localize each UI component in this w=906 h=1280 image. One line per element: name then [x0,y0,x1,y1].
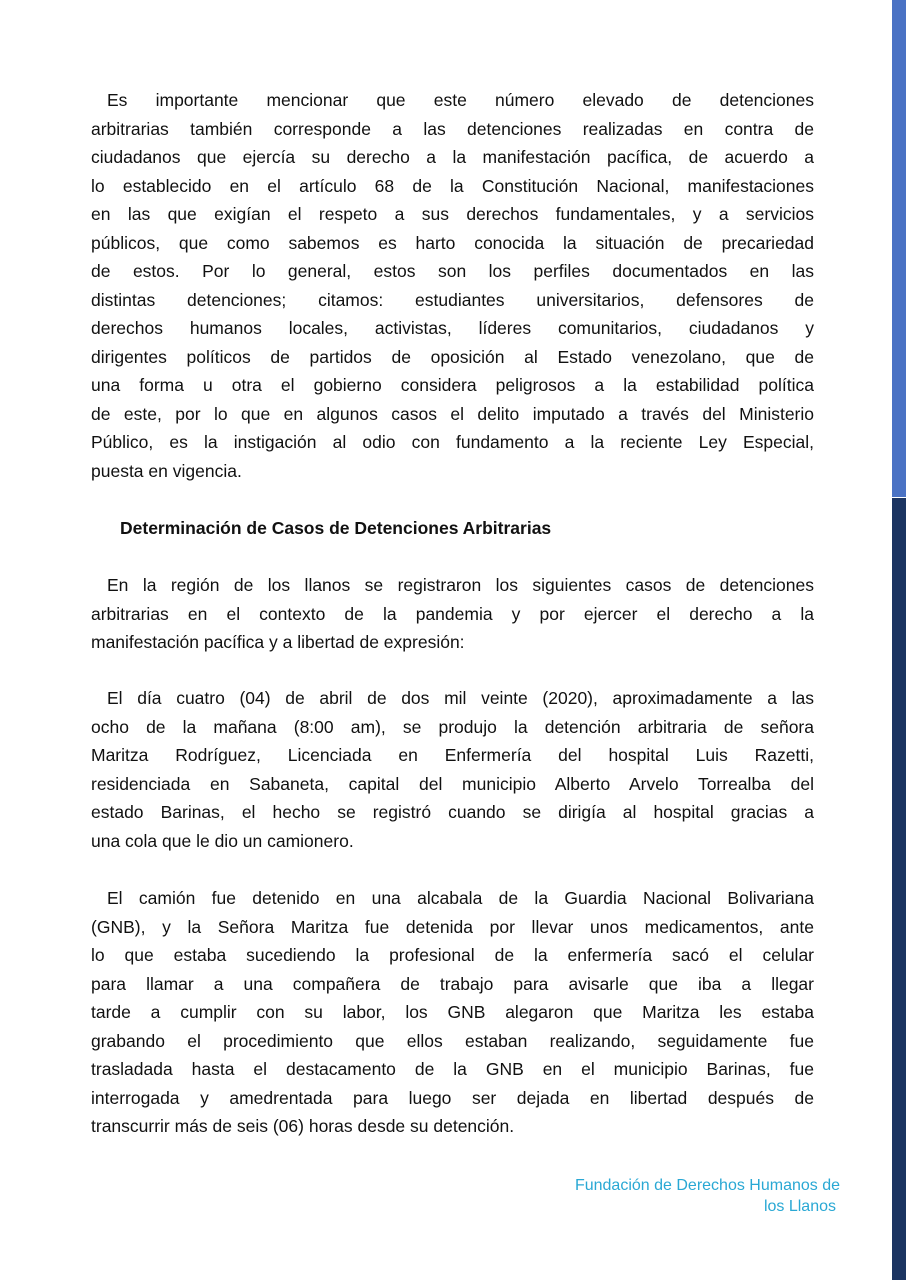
text-line: manifestación pacífica y a libertad de expresión: [91,632,465,652]
text-line: en las que exigían el respeto a sus derechos fundamentales, y a servicios [91,204,814,224]
paragraph-region-intro [91,571,814,657]
paragraph-case-date [91,684,814,855]
text-line: El camión fue detenido en una alcabala de la Guardia Nacional Bolivariana [107,888,814,908]
text-line: tarde a cumplir con su labor, los GNB alegaron que Maritza les estaba [91,1002,814,1022]
text-line: Maritza Rodríguez, Licenciada en Enfermería del hospital Luis Razetti, [91,745,814,765]
text-line: lo establecido en el artículo 68 de la Constitución Nacional, manifestaciones [91,175,814,196]
text-line: En la región de los llanos se registraron los siguientes casos de detenciones [107,575,814,595]
text-line: estado Barinas, el hecho se registró cuando se dirigía al hospital gracias a [91,802,814,822]
footer-organization [575,1175,840,1217]
text-line: lo que estaba sucediendo la profesional de la enfermería sacó el celular [91,945,814,965]
text-line: Público, es la instigación al odio con fundamento a la reciente Ley Especial, [91,432,814,452]
text-line: Es importante mencionar que este número elevado de detenciones [107,90,814,110]
footer-line-1: Fundación de Derechos Humanos de [574,1177,840,1194]
section-heading: Determinación de Casos de Detenciones Arbitrarias [120,518,552,538]
text-line: ocho de la mañana (8:00 am), se produjo la detención arbitraria de señora [91,716,814,737]
text-line: derechos humanos locales, activistas, líderes comunitarios, ciudadanos y [91,318,814,338]
text-line: de estos. Por lo general, estos son los perfiles documentados en las [91,261,814,281]
text-line: grabando el procedimiento que ellos estaban realizando, seguidamente fue [91,1030,814,1051]
text-line: puesta en vigencia. [91,460,242,481]
text-line: (GNB), y la Señora Maritza fue detenida por llevar unos medicamentos, ante [91,916,814,937]
text-line: trasladada hasta el destacamento de la GNB en el municipio Barinas, fue [91,1059,814,1079]
text-line: arbitrarias en el contexto de la pandemia y por ejercer el derecho a la [91,603,814,624]
paragraph-case-details [91,884,814,1141]
text-line: dirigentes políticos de partidos de oposición al Estado venezolano, que de [91,346,814,367]
text-line: arbitrarias también corresponde a las detenciones realizadas en contra de [91,118,814,139]
text-line: de este, por lo que en algunos casos el delito imputado a través del Ministerio [91,403,814,424]
decorative-side-bar-top [892,0,906,497]
text-line: ciudadanos que ejercía su derecho a la manifestación pacífica, de acuerdo a [91,147,814,167]
text-line: El día cuatro (04) de abril de dos mil veinte (2020), aproximadamente a las [107,688,814,708]
text-line: transcurrir más de seis (06) horas desde su detención. [91,1116,515,1136]
text-line: para llamar a una compañera de trabajo para avisarle que iba a llegar [91,973,814,994]
decorative-side-bar-bottom [892,498,906,1280]
text-line: una forma u otra el gobierno considera peligrosos a la estabilidad política [91,375,814,395]
text-line: públicos, que como sabemos es harto conocida la situación de precariedad [91,232,814,253]
paragraph-detentions-context [91,86,814,485]
text-line: una cola que le dio un camionero. [91,830,354,851]
footer-line-2: los Llanos [763,1198,836,1215]
text-line: residenciada en Sabaneta, capital del municipio Alberto Arvelo Torrealba del [91,773,814,794]
text-line: interrogada y amedrentada para luego ser dejada en libertad después de [91,1087,814,1108]
text-line: distintas detenciones; citamos: estudiantes universitarios, defensores de [91,289,814,310]
